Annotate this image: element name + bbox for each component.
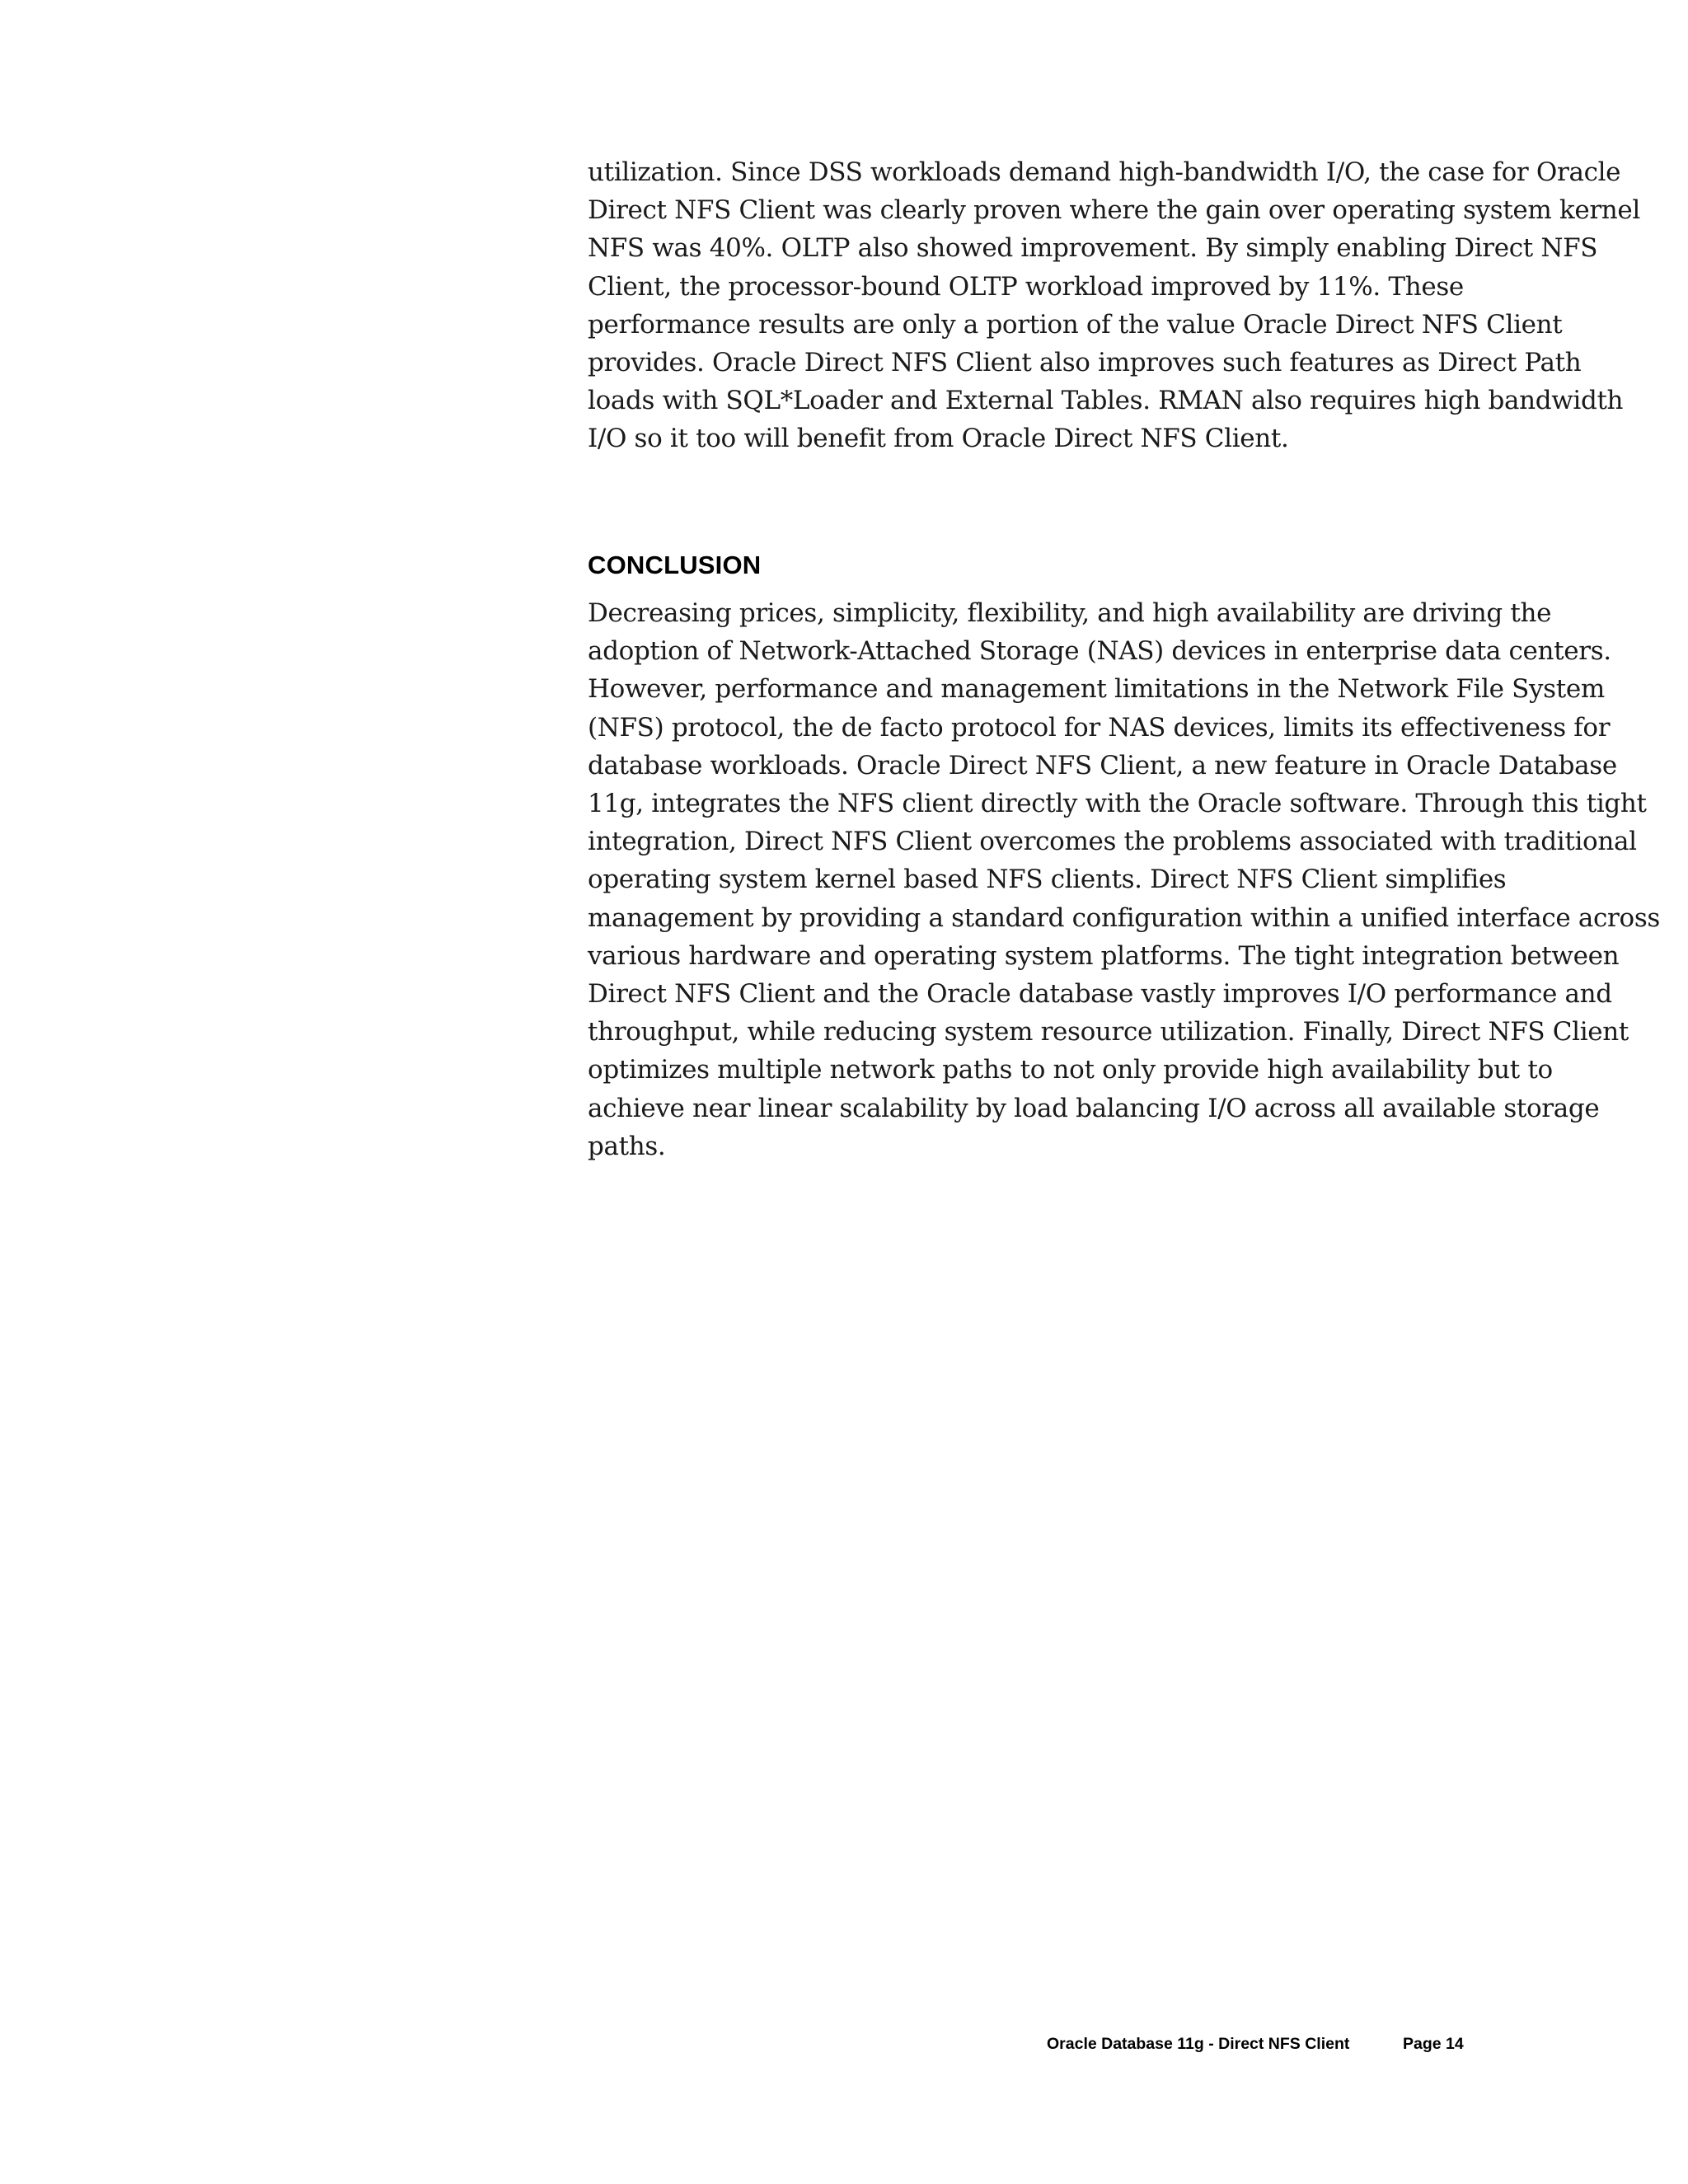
paragraph-line: throughput, while reducing system resource utilization. Finally, Direct NFS Client [588, 1017, 1629, 1047]
paragraph-line: performance results are only a portion of the value Oracle Direct NFS Client [588, 309, 1563, 340]
paragraph-line: Direct NFS Client and the Oracle database vastly improves I/O performance and [588, 979, 1612, 1010]
section-heading-conclusion: CONCLUSION [588, 551, 762, 579]
paragraph-line: achieve near linear scalability by load balancing I/O across all available storage [588, 1093, 1600, 1123]
paragraph-line: NFS was 40%. OLTP also showed improvement. By simply enabling Direct NFS [588, 233, 1598, 264]
paragraph-line: provides. Oracle Direct NFS Client also improves such features as Direct Path [588, 348, 1582, 378]
paragraph-line: paths. [588, 1131, 666, 1161]
paragraph-line: adoption of Network-Attached Storage (NAS) devices in enterprise data centers. [588, 636, 1611, 667]
paragraph-line: Direct NFS Client was clearly proven where the gain over operating system kernel [588, 195, 1640, 226]
paragraph-intro-continuation [588, 153, 1640, 458]
paragraph-line: However, performance and management limitations in the Network File System [588, 674, 1605, 705]
paragraph-line: optimizes multiple network paths to not only provide high availability but to [588, 1055, 1553, 1085]
paragraph-line: (NFS) protocol, the de facto protocol for NAS devices, limits its effectiveness for [588, 712, 1611, 743]
paragraph-line: loads with SQL*Loader and External Tables. RMAN also requires high bandwidth [588, 386, 1624, 416]
footer-document-title: Oracle Database 11g - Direct NFS Client [1047, 2035, 1350, 2053]
paragraph-line: 11g, integrates the NFS client directly with the Oracle software. Through this tight [588, 789, 1647, 819]
footer-page-number: Page 14 [1403, 2035, 1464, 2053]
paragraph-line: integration, Direct NFS Client overcomes the problems associated with traditional [588, 827, 1637, 857]
paragraph-line: Client, the processor-bound OLTP workload improved by 11%. These [588, 271, 1464, 302]
paragraph-line: various hardware and operating system platforms. The tight integration between [588, 940, 1620, 971]
paragraph-line: operating system kernel based NFS clients. Direct NFS Client simplifies [588, 865, 1507, 895]
paragraph-conclusion [588, 594, 1660, 1165]
paragraph-line: utilization. Since DSS workloads demand high-bandwidth I/O, the case for Oracle [588, 157, 1621, 187]
paragraph-line: Decreasing prices, simplicity, flexibility, and high availability are driving the [588, 598, 1552, 628]
paragraph-line: I/O so it too will benefit from Oracle Direct NFS Client. [588, 424, 1289, 454]
paragraph-line: database workloads. Oracle Direct NFS Client, a new feature in Oracle Database [588, 750, 1617, 780]
paragraph-line: management by providing a standard configuration within a unified interface across [588, 902, 1660, 933]
